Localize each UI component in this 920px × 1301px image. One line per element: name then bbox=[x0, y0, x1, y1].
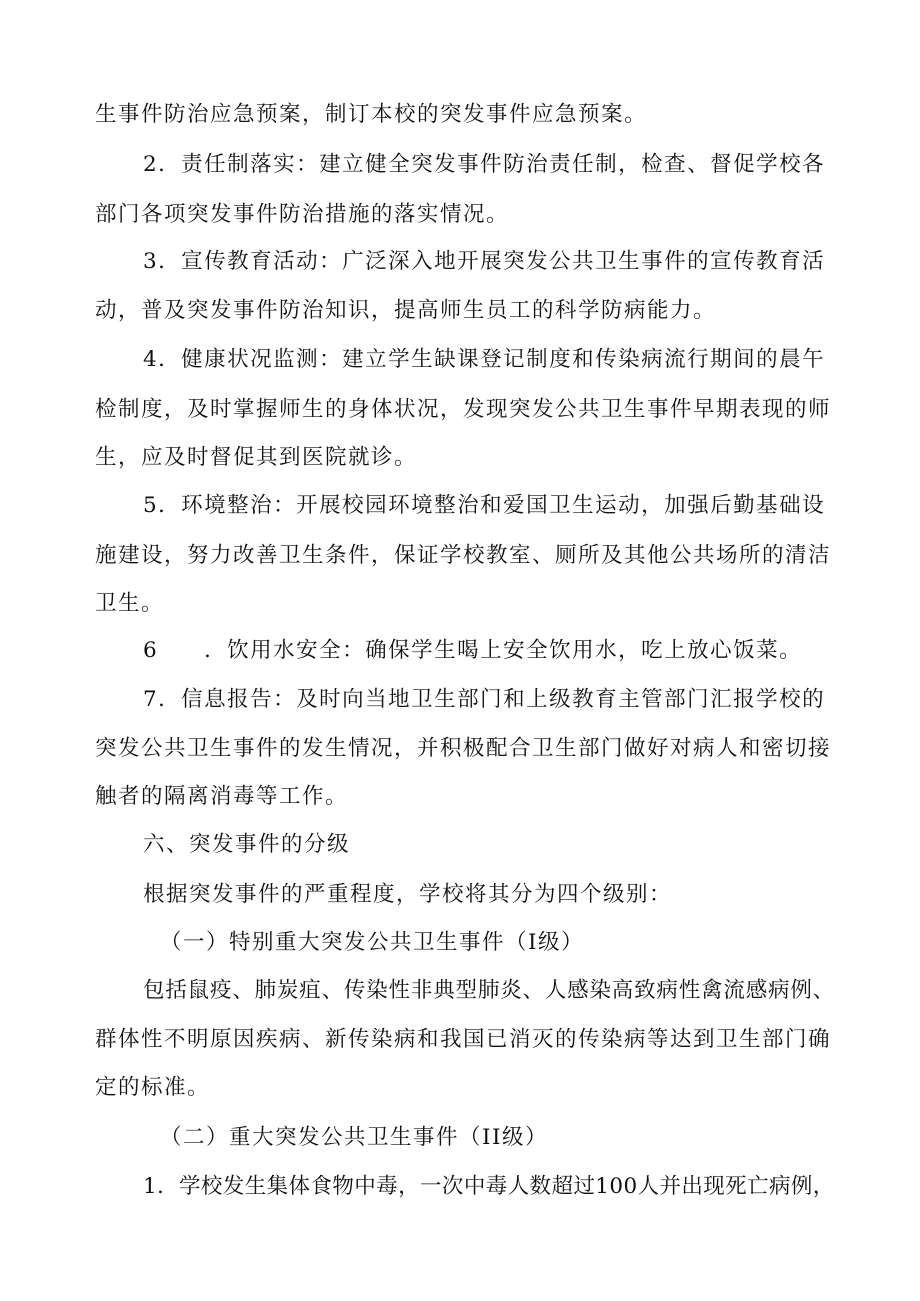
text-line: 2．责任制落实：建立健全突发事件防治责任制，检查、督促学校各 bbox=[143, 152, 826, 177]
text-line: 检制度，及时掌握师生的身体状况，发现突发公共卫生事件早期表现的师 bbox=[95, 397, 832, 422]
text-line: 5．环境整治：开展校园环境整治和爱国卫生运动，加强后勤基础设 bbox=[143, 493, 826, 518]
text-line: 生事件防治应急预案，制订本校的突发事件应急预案。 bbox=[95, 102, 648, 127]
text-line: 卫生。 bbox=[95, 591, 165, 616]
section-heading: 六、突发事件的分级 bbox=[143, 832, 351, 857]
text-line: 突发公共卫生事件的发生情况，并积极配合卫生部门做好对病人和密切接 bbox=[95, 736, 832, 761]
text-line: 定的标准。 bbox=[95, 1075, 211, 1100]
subsection-heading: （一）特别重大突发公共卫生事件（I级） bbox=[160, 930, 584, 955]
text-line: 包括鼠疫、肺炭疽、传染性非典型肺炎、人感染高致病性禽流感病例、 bbox=[143, 978, 836, 1003]
text-line: 触者的隔离消毒等工作。 bbox=[95, 784, 349, 809]
text-line: 1．学校发生集体食物中毒，一次中毒人数超过100人并出现死亡病例， bbox=[143, 1174, 835, 1199]
text-line: 施建设，努力改善卫生条件，保证学校教室、厕所及其他公共场所的清洁 bbox=[95, 543, 832, 568]
text-line: 根据突发事件的严重程度，学校将其分为四个级别： bbox=[143, 882, 673, 907]
text-line: 群体性不明原因疾病、新传染病和我国已消灭的传染病等达到卫生部门确 bbox=[95, 1027, 832, 1052]
text-line: 动，普及突发事件防治知识，提高师生员工的科学防病能力。 bbox=[95, 298, 717, 323]
text-line: 生，应及时督促其到医院就诊。 bbox=[95, 445, 418, 470]
text-line: 4．健康状况监测：建立学生缺课登记制度和传染病流行期间的晨午 bbox=[143, 347, 826, 372]
text-line: 6 ．饮用水安全：确保学生喝上安全饮用水，吃上放心饭菜。 bbox=[143, 638, 803, 663]
text-line: 部门各项突发事件防治措施的落实情况。 bbox=[95, 202, 510, 227]
subsection-heading: （二）重大突发公共卫生事件（II级） bbox=[160, 1125, 548, 1150]
text-line: 7．信息报告：及时向当地卫生部门和上级教育主管部门汇报学校的 bbox=[143, 687, 826, 712]
text-line: 3．宣传教育活动：广泛深入地开展突发公共卫生事件的宣传教育活 bbox=[143, 249, 826, 274]
